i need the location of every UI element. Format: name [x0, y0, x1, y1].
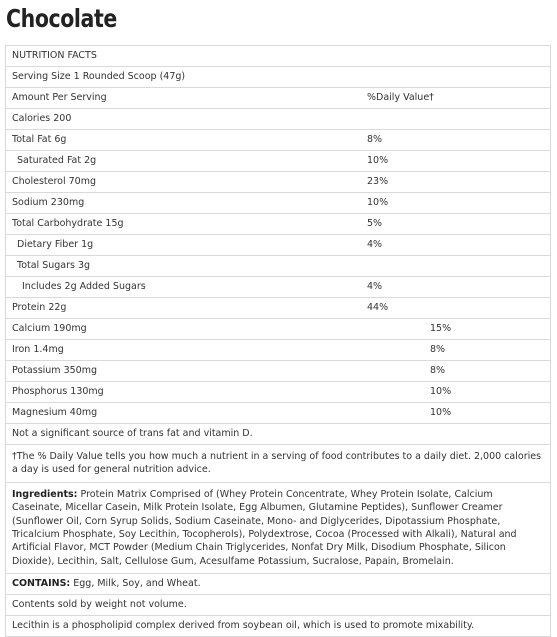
- sold-by-weight-note: Contents sold by weight not volume.: [12, 599, 187, 611]
- mineral-dv: 10%: [430, 386, 452, 397]
- mineral-dv: 10%: [430, 407, 452, 418]
- nutrient-dv: 4%: [367, 281, 383, 292]
- ingredients-block: [6, 483, 550, 574]
- nutrient-row-dietary-fiber: [6, 235, 550, 256]
- nutrient-dv: 5%: [367, 218, 383, 229]
- amount-per-serving-label: Amount Per Serving: [12, 92, 107, 103]
- nutrient-dv: 44%: [367, 302, 389, 313]
- contains-row: [6, 574, 550, 595]
- mineral-row-magnesium: [6, 403, 550, 424]
- nutrient-label: Sodium 230mg: [12, 197, 85, 208]
- footnote-text: †The % Daily Value tells you how much a nutrient in a serving of food contributes to a daily diet. 2,000 calories a day is used for general nutrition advice.: [12, 451, 542, 476]
- nutrient-label: Saturated Fat 2g: [17, 155, 97, 166]
- nutrient-dv: 23%: [367, 176, 389, 187]
- mineral-label: Calcium 190mg: [12, 323, 87, 334]
- nutrient-row-protein: [6, 298, 550, 319]
- nutrition-facts-panel: [5, 45, 551, 637]
- contains-label: CONTAINS:: [12, 578, 71, 590]
- nutrient-row-added-sugars: [6, 277, 550, 298]
- lecithin-row: [6, 616, 550, 637]
- mineral-row-phosphorus: [6, 382, 550, 403]
- not-significant-row: [6, 424, 550, 445]
- calories-label: Calories 200: [12, 113, 72, 124]
- product-title: Chocolate: [6, 4, 117, 33]
- nutrient-row-sodium: [6, 193, 550, 214]
- nutrient-dv: 4%: [367, 239, 383, 250]
- nutrient-label: Includes 2g Added Sugars: [22, 281, 146, 292]
- nutrient-label: Total Fat 6g: [12, 134, 67, 145]
- contains-text: Egg, Milk, Soy, and Wheat.: [70, 578, 201, 590]
- mineral-dv: 15%: [430, 323, 452, 334]
- not-significant-note: Not a significant source of trans fat and vitamin D.: [12, 428, 253, 439]
- nutrition-heading-row: [6, 46, 550, 67]
- lecithin-note: Lecithin is a phospholipid complex derived from soybean oil, which is used to promote mixability.: [12, 620, 475, 632]
- amount-header-row: [6, 88, 550, 109]
- serving-size-row: [6, 67, 550, 88]
- mineral-label: Potassium 350mg: [12, 365, 97, 376]
- nutrient-row-total-sugars: [6, 256, 550, 277]
- nutrient-row-cholesterol: [6, 172, 550, 193]
- mineral-dv: 8%: [430, 344, 446, 355]
- nutrient-row-total-carbohydrate: [6, 214, 550, 235]
- nutrient-label: Dietary Fiber 1g: [17, 239, 94, 250]
- mineral-label: Phosphorus 130mg: [12, 386, 104, 397]
- nutrient-row-saturated-fat: [6, 151, 550, 172]
- mineral-row-potassium: [6, 361, 550, 382]
- daily-value-header: %Daily Value†: [367, 92, 434, 103]
- mineral-label: Magnesium 40mg: [12, 407, 98, 418]
- nutrient-label: Total Carbohydrate 15g: [12, 218, 124, 229]
- nutrient-label: Total Sugars 3g: [17, 260, 91, 271]
- nutrient-dv: 8%: [367, 134, 383, 145]
- mineral-row-iron: [6, 340, 550, 361]
- nutrient-dv: 10%: [367, 155, 389, 166]
- daily-value-footnote: [6, 445, 550, 483]
- mineral-label: Iron 1.4mg: [12, 344, 64, 355]
- nutrient-dv: 10%: [367, 197, 389, 208]
- sold-by-row: [6, 595, 550, 616]
- nutrient-label: Protein 22g: [12, 302, 67, 313]
- ingredients-text: Protein Matrix Comprised of (Whey Protein Concentrate, Whey Protein Isolate, Calcium Caseinate, Micellar Casein, Milk Protein Isolate, Egg Albumen, Glutamine Peptides), Sunflower Creamer (Sunflower Oil, Corn Syrup Solids, Sodium Caseinate, Mono- and Diglycerides, Dipotassium Phosphate, Tricalcium Phosphate, Soy Lecithin, Tocopherols), Polydextrose, Cocoa (Processed with Alkali), Natural and Artificial Flavor, MCT Powder (Medium Chain Triglycerides, Nonfat Dry Milk, Disodium Phosphate, Silicon Dioxide), Lecithin, Salt, Cellulose Gum, Acesulfame Potassium, Sucralose, Papain, Bromelain.: [12, 488, 517, 567]
- calories-row: [6, 109, 550, 130]
- nutrient-label: Cholesterol 70mg: [12, 176, 97, 187]
- ingredients-label: Ingredients:: [12, 488, 78, 500]
- mineral-row-calcium: [6, 319, 550, 340]
- mineral-dv: 8%: [430, 365, 446, 376]
- nutrient-row-total-fat: [6, 130, 550, 151]
- nutrition-heading: NUTRITION FACTS: [12, 50, 97, 61]
- serving-size: Serving Size 1 Rounded Scoop (47g): [12, 71, 186, 82]
